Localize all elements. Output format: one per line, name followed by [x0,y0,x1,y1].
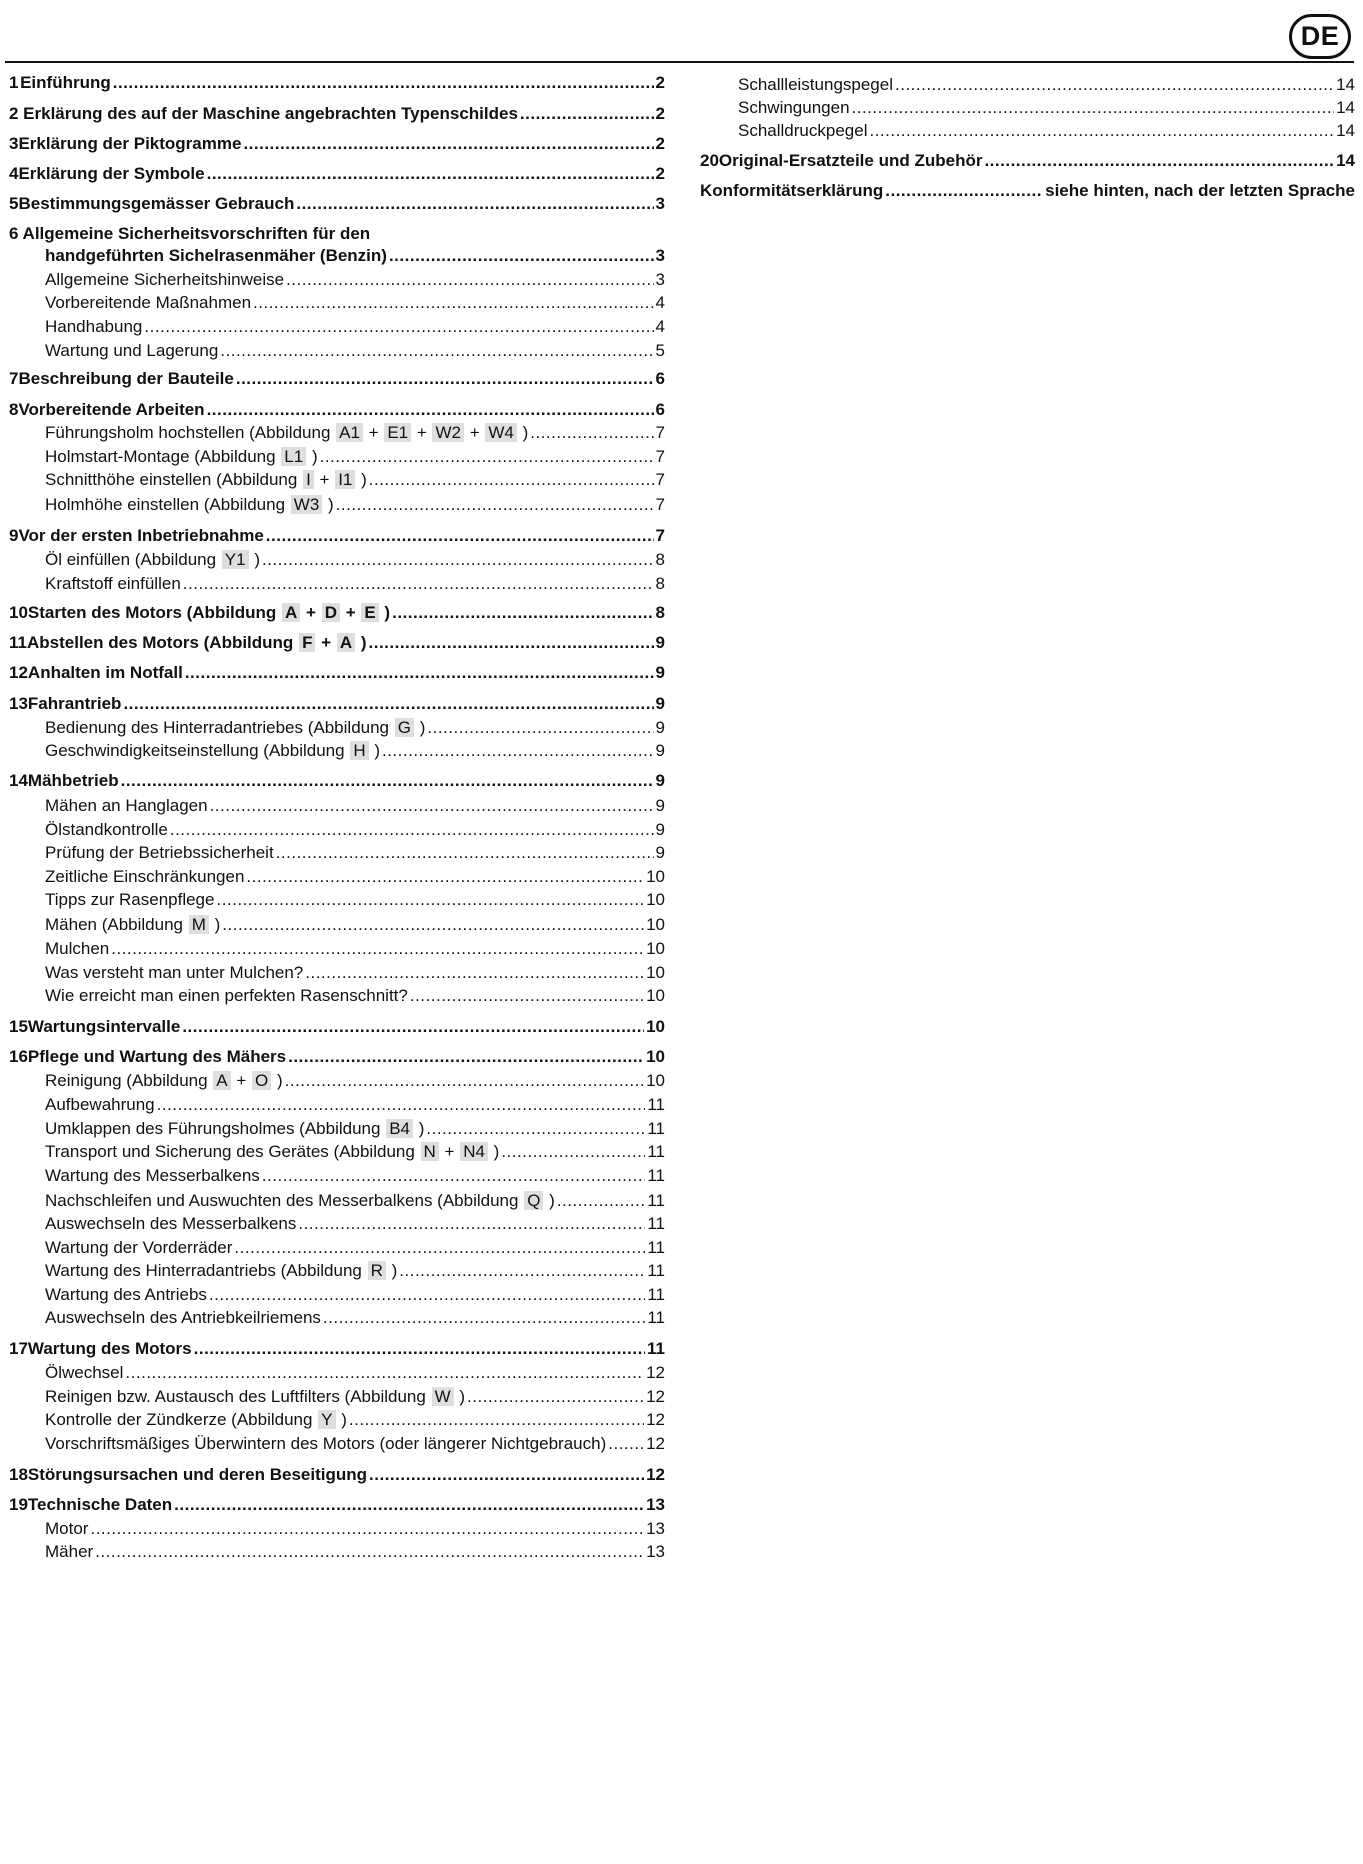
toc-entry[interactable] [45,446,665,468]
toc-entry[interactable] [9,602,665,624]
toc-leader-dots [323,1307,645,1329]
toc-leader-dots [305,962,644,984]
toc-leader-dots [95,1541,644,1563]
figure-reference-tag: Y [318,1410,335,1429]
toc-entry-title: Beschreibung der Bauteile [18,369,234,388]
toc-entry[interactable] [9,1494,665,1516]
toc-entry[interactable] [9,1338,665,1360]
toc-leader-dots [426,1118,645,1140]
toc-entry[interactable] [45,914,665,936]
toc-leader-dots [336,494,654,516]
toc-entry-title: Vor der ersten Inbetriebnahme [18,526,264,545]
toc-leader-dots [90,1518,644,1540]
toc-entry-title: Führungsholm hochstellen (Abbildung A1 + E1 + W2 + W4 ) [45,423,529,442]
toc-entry-page: 13 [646,1519,665,1538]
toc-leader-dots [885,180,1043,202]
toc-entry[interactable] [9,368,665,390]
toc-entry-title: Auswechseln des Messerbalkens [45,1214,297,1233]
toc-entry-title: Wartung der Vorderräder [45,1238,233,1257]
toc-entry-title: Vorbereitende Arbeiten [18,400,205,419]
toc-entry-number: 11 [9,633,27,652]
toc-entry-page: 13 [646,1542,665,1561]
toc-entry-page: 10 [646,867,665,886]
toc-entry-page: 3 [655,270,665,289]
toc-leader-dots [246,866,644,888]
figure-reference-tag: N4 [460,1142,488,1161]
toc-entry[interactable] [45,469,665,491]
toc-entry[interactable] [45,819,665,841]
figure-reference-tag: Y1 [222,550,249,569]
toc-entry-page: 9 [655,718,665,737]
toc-entry[interactable] [9,103,665,125]
toc-entry-title: Starten des Motors (Abbildung A + D + E ) [27,603,391,622]
toc-entry-page: 10 [646,963,665,982]
toc-entry[interactable] [9,163,665,185]
toc-leader-dots [220,340,653,362]
toc-leader-dots [123,693,653,715]
toc-entry-page: 14 [1336,151,1355,170]
figure-reference-tag: Q [524,1191,543,1210]
toc-leader-dots [276,842,654,864]
toc-entry-title: Vorschriftsmäßiges Überwintern des Motors (oder längerer Nichtgebrauch) [45,1434,607,1453]
toc-entry-title: Erklärung der Piktogramme [18,134,242,153]
figure-reference-tag: W4 [485,423,517,442]
toc-entry-page: 11 [647,1191,665,1210]
toc-entry-page: 10 [646,939,665,958]
toc-leader-dots [286,269,653,291]
toc-entry[interactable] [9,223,665,245]
toc-entry[interactable] [9,693,665,715]
toc-entry[interactable] [45,422,665,444]
toc-entry-title: Mähen an Hanglagen [45,796,208,815]
toc-entry[interactable] [45,1409,665,1431]
toc-entry-title: Schnitthöhe einstellen (Abbildung I + I1 ) [45,470,367,489]
toc-entry-title: Zeitliche Einschränkungen [45,867,245,886]
toc-leader-dots [298,1213,645,1235]
toc-entry[interactable] [9,399,665,421]
toc-entry-title: Kontrolle der Zündkerze (Abbildung Y ) [45,1410,347,1429]
toc-entry[interactable] [738,120,1355,142]
toc-entry-title: Wartung des Messerbalkens [45,1166,260,1185]
toc-entry-number: 17 [9,1339,28,1358]
figure-reference-tag: M [189,915,209,934]
toc-entry[interactable] [45,1518,665,1540]
toc-entry-page: 10 [646,890,665,909]
toc-entry-title: Bestimmungsgemässer Gebrauch [18,194,295,213]
toc-entry-number: 8 [9,400,19,419]
toc-entry-page: 12 [646,1363,665,1382]
toc-entry-page: 9 [655,694,665,713]
toc-leader-dots [222,914,644,936]
toc-entry[interactable] [45,740,665,762]
toc-entry[interactable] [45,1190,665,1212]
toc-entry-title: Wartung und Lagerung [45,341,219,360]
toc-leader-dots [288,1046,644,1068]
toc-entry-page: 2 [655,164,665,183]
toc-entry[interactable] [45,717,665,739]
toc-entry[interactable] [9,525,665,547]
toc-entry-title: Mulchen [45,939,110,958]
toc-entry-number: 14 [9,771,28,790]
toc-leader-dots [207,163,654,185]
toc-entry[interactable] [45,1433,665,1455]
toc-entry-page: 11 [647,1119,665,1138]
toc-entry-page: 14 [1336,121,1355,140]
toc-entry-title: Vorbereitende Maßnahmen [45,293,252,312]
toc-entry-title: Mähen (Abbildung M ) [45,915,221,934]
toc-entry-page: 9 [655,633,665,652]
toc-entry-page: 8 [655,574,665,593]
toc-entry-title: Abstellen des Motors (Abbildung F + A ) [26,633,367,652]
figure-reference-tag: W2 [432,423,464,442]
figure-reference-tag: H [350,741,368,760]
toc-leader-dots [285,1070,644,1092]
toc-entry-title: Schwingungen [738,98,850,117]
toc-entry[interactable] [9,1046,665,1068]
toc-leader-dots [895,74,1334,96]
toc-entry-page: 9 [655,741,665,760]
toc-entry-number: 18 [9,1465,28,1484]
toc-entry-number: 7 [9,369,19,388]
toc-entry-title: Motor [45,1519,89,1538]
toc-entry[interactable] [738,74,1355,96]
toc-entry-page: 12 [646,1465,665,1484]
figure-reference-tag: W3 [291,495,323,514]
toc-leader-dots [157,1094,646,1116]
toc-entry-number: 10 [9,603,28,622]
toc-entry-page: 11 [647,1238,665,1257]
toc-entry[interactable] [45,1141,665,1163]
toc-entry-title: Erklärung der Symbole [18,164,205,183]
toc-entry-title: Öl einfüllen (Abbildung Y1 ) [45,550,260,569]
toc-leader-dots [467,1386,644,1408]
toc-entry-page: 11 [647,1285,665,1304]
toc-entry[interactable] [45,494,665,516]
toc-leader-dots [392,602,653,624]
toc-entry[interactable] [45,985,665,1007]
toc-entry-page: 11 [647,1214,665,1233]
figure-reference-tag: E [361,603,378,622]
toc-entry[interactable] [45,889,665,911]
toc-entry-title: Schallleistungspegel [738,75,893,94]
toc-entry[interactable] [45,1284,665,1306]
toc-entry[interactable] [45,1307,665,1329]
figure-reference-tag: N [421,1142,439,1161]
toc-leader-dots [111,938,644,960]
toc-entry[interactable] [45,1094,665,1116]
toc-entry-number: 19 [9,1495,28,1514]
toc-entry[interactable] [45,340,665,362]
toc-entry-page: 11 [647,1339,665,1358]
toc-entry[interactable] [9,662,665,684]
toc-leader-dots [369,1464,644,1486]
toc-entry[interactable] [45,1541,665,1563]
toc-entry-title: Technische Daten [27,1495,173,1514]
toc-leader-dots [216,889,644,911]
toc-leader-dots [183,573,654,595]
figure-reference-tag: A1 [336,423,363,442]
toc-entry-page: 11 [647,1166,665,1185]
toc-entry-page: 9 [655,663,665,682]
toc-leader-dots [382,740,654,762]
toc-leader-dots [194,1338,645,1360]
figure-reference-tag: E1 [384,423,411,442]
toc-entry-title: handgeführten Sichelrasenmäher (Benzin) [45,246,387,265]
toc-leader-dots [236,368,654,390]
toc-entry[interactable] [45,795,665,817]
toc-entry[interactable] [9,1464,665,1486]
toc-entry[interactable] [45,1237,665,1259]
toc-entry-title: Reinigen bzw. Austausch des Luftfilters (Abbildung W ) [45,1387,466,1406]
toc-entry-title: Handhabung [45,317,143,336]
toc-entry[interactable] [738,97,1355,119]
toc-entry-number: 15 [9,1017,28,1036]
toc-entry-page: 14 [1336,98,1355,117]
toc-entry-title: Wartung des Hinterradantriebs (Abbildung R ) [45,1261,398,1280]
toc-leader-dots [557,1190,646,1212]
toc-entry-title: Kraftstoff einfüllen [45,574,181,593]
toc-leader-dots [125,1362,644,1384]
toc-entry-title: Allgemeine Sicherheitshinweise [45,270,285,289]
toc-entry[interactable] [9,133,665,155]
toc-entry-page: 3 [655,246,665,265]
toc-entry-title: Original-Ersatzteile und Zubehör [718,151,983,170]
toc-entry-number: 13 [9,694,28,713]
toc-entry-title: Ölwechsel [45,1363,124,1382]
toc-leader-dots [399,1260,645,1282]
toc-entry-page: 11 [647,1095,665,1114]
toc-entry-title: Umklappen des Führungsholmes (Abbildung B4 ) [45,1119,425,1138]
toc-entry-number: 9 [9,526,19,545]
toc-entry[interactable] [45,842,665,864]
figure-reference-tag: A [282,603,300,622]
toc-entry-number: 4 [9,164,19,183]
toc-leader-dots [266,525,654,547]
toc-entry[interactable] [45,1386,665,1408]
toc-entry-page: 10 [646,915,665,934]
toc-leader-dots [349,1409,644,1431]
toc-leader-dots [262,1165,646,1187]
toc-entry-title: Holmhöhe einstellen (Abbildung W3 ) [45,495,334,514]
figure-reference-tag: F [299,633,315,652]
toc-leader-dots [209,1284,645,1306]
figure-reference-tag: A [213,1071,230,1090]
toc-entry-page: 9 [655,820,665,839]
toc-entry[interactable] [45,269,665,291]
toc-entry-number: 1 [9,73,19,92]
header-rule [5,61,1354,63]
toc-entry[interactable] [700,180,1355,202]
toc-entry-page: siehe hinten, nach der letzten Sprache [1045,181,1355,200]
toc-entry[interactable] [45,1118,665,1140]
figure-reference-tag: R [368,1261,386,1280]
toc-leader-dots [852,97,1335,119]
toc-entry-title: Wartung des Motors [27,1339,192,1358]
figure-reference-tag: I [303,470,314,489]
toc-leader-dots [369,469,654,491]
toc-entry-page: 10 [646,1047,665,1066]
toc-entry-title: Geschwindigkeitseinstellung (Abbildung H ) [45,741,380,760]
toc-entry-title: Pflege und Wartung des Mähers [27,1047,287,1066]
toc-entry[interactable] [45,292,665,314]
toc-entry-page: 7 [655,495,665,514]
toc-leader-dots [174,1494,644,1516]
toc-entry[interactable] [45,962,665,984]
figure-reference-tag: B4 [386,1119,413,1138]
toc-entry-title: Wie erreicht man einen perfekten Rasenschnitt? [45,986,408,1005]
toc-entry-page: 2 [655,73,665,92]
toc-entry[interactable] [45,573,665,595]
toc-leader-dots [170,819,654,841]
toc-entry-number: 16 [9,1047,28,1066]
toc-leader-dots [427,717,653,739]
toc-leader-dots [320,446,654,468]
toc-entry[interactable] [45,866,665,888]
toc-entry-page: 10 [646,1017,665,1036]
toc-entry-page: 9 [655,771,665,790]
toc-entry-title: Störungsursachen und deren Beseitigung [27,1465,368,1484]
toc-entry-title: Aufbewahrung [45,1095,155,1114]
toc-entry-title: Transport und Sicherung des Gerätes (Abbildung N + N4 ) [45,1142,500,1161]
toc-entry-title: Mähbetrieb [27,771,119,790]
toc-entry-title: Anhalten im Notfall [27,663,183,682]
toc-entry[interactable] [45,1260,665,1282]
toc-entry[interactable] [45,1213,665,1235]
toc-entry-page: 9 [655,796,665,815]
toc-entry-title: Bedienung des Hinterradantriebes (Abbildung G ) [45,718,426,737]
toc-leader-dots [389,245,654,267]
toc-entry-page: 7 [655,526,665,545]
toc-leader-dots [243,133,653,155]
toc-entry-title: Mäher [45,1542,94,1561]
toc-entry[interactable] [700,150,1355,172]
toc-entry-page: 10 [646,1071,665,1090]
toc-leader-dots [262,549,654,571]
toc-entry[interactable] [9,1016,665,1038]
toc-entry-page: 11 [647,1142,665,1161]
toc-entry-number: 12 [9,663,28,682]
toc-leader-dots [501,1141,645,1163]
toc-entry-number: 3 [9,134,19,153]
toc-entry-title: Einführung [20,73,111,92]
toc-entry-title: 6 Allgemeine Sicherheitsvorschriften für den [9,224,371,243]
toc-entry-page: 4 [655,293,665,312]
toc-entry-page: 6 [655,400,665,419]
toc-entry[interactable] [45,1165,665,1187]
toc-entry-page: 13 [646,1495,665,1514]
toc-entry-page: 11 [647,1308,665,1327]
toc-entry[interactable] [45,1070,665,1092]
toc-leader-dots [520,103,654,125]
toc-entry-title: Wartung des Antriebs [45,1285,207,1304]
toc-entry-page: 2 [655,104,665,123]
figure-reference-tag: W [432,1387,454,1406]
toc-entry-title: 2 Erklärung des auf der Maschine angebrachten Typenschildes [9,104,518,123]
toc-leader-dots [410,985,644,1007]
toc-entry-title: Reinigung (Abbildung A + O ) [45,1071,283,1090]
toc-leader-dots [984,150,1334,172]
toc-leader-dots [608,1433,644,1455]
toc-entry-title: Holmstart-Montage (Abbildung L1 ) [45,447,318,466]
toc-entry[interactable] [45,549,665,571]
toc-entry[interactable] [9,770,665,792]
toc-entry[interactable] [9,193,665,215]
toc-entry-page: 8 [655,603,665,622]
toc-entry-page: 14 [1336,75,1355,94]
language-badge: DE [1289,14,1351,59]
toc-entry-page: 12 [646,1387,665,1406]
toc-leader-dots [182,1016,644,1038]
figure-reference-tag: L1 [281,447,306,466]
toc-entry-page: 2 [655,134,665,153]
toc-leader-dots [185,662,654,684]
figure-reference-tag: O [252,1071,271,1090]
toc-entry[interactable] [45,1362,665,1384]
toc-entry-title: Wartungsintervalle [27,1017,181,1036]
toc-entry-title: Schalldruckpegel [738,121,868,140]
toc-leader-dots [869,120,1334,142]
toc-leader-dots [121,770,654,792]
toc-entry-page: 5 [655,341,665,360]
toc-leader-dots [234,1237,645,1259]
toc-entry-title: Auswechseln des Antriebkeilriemens [45,1308,321,1327]
toc-entry-page: 7 [655,447,665,466]
toc-entry-page: 9 [655,843,665,862]
toc-entry-page: 7 [655,423,665,442]
toc-leader-dots [296,193,653,215]
figure-reference-tag: I1 [335,470,355,489]
toc-entry-page: 11 [647,1261,665,1280]
toc-entry-page: 10 [646,986,665,1005]
toc-leader-dots [253,292,654,314]
toc-leader-dots [207,399,654,421]
toc-entry-page: 4 [655,317,665,336]
figure-reference-tag: G [395,718,414,737]
toc-leader-dots [144,316,653,338]
toc-entry-page: 12 [646,1410,665,1429]
toc-entry-title: Prüfung der Betriebssicherheit [45,843,274,862]
figure-reference-tag: A [337,633,355,652]
figure-reference-tag: D [322,603,340,622]
toc-entry[interactable] [9,72,665,94]
toc-entry[interactable] [45,316,665,338]
toc-entry-title: Ölstandkontrolle [45,820,168,839]
toc-entry-title: Nachschleifen und Auswuchten des Messerbalkens (Abbildung Q ) [45,1191,555,1210]
toc-leader-dots [113,72,654,94]
toc-entry-page: 6 [655,369,665,388]
toc-entry-title: Fahrantrieb [27,694,122,713]
toc-leader-dots [369,632,654,654]
toc-entry-number: 5 [9,194,19,213]
toc-entry-title: Tipps zur Rasenpflege [45,890,215,909]
toc-entry-page: 7 [655,470,665,489]
toc-entry[interactable] [9,632,665,654]
toc-entry-page: 3 [655,194,665,213]
toc-leader-dots [210,795,654,817]
toc-leader-dots [530,422,653,444]
toc-entry[interactable] [45,938,665,960]
toc-entry-page: 12 [646,1434,665,1453]
toc-entry-title: Konformitätserklärung [700,181,884,200]
toc-entry-page: 8 [655,550,665,569]
toc-entry-number: 20 [700,151,719,170]
toc-entry[interactable] [45,245,665,267]
toc-entry-title: Was versteht man unter Mulchen? [45,963,304,982]
